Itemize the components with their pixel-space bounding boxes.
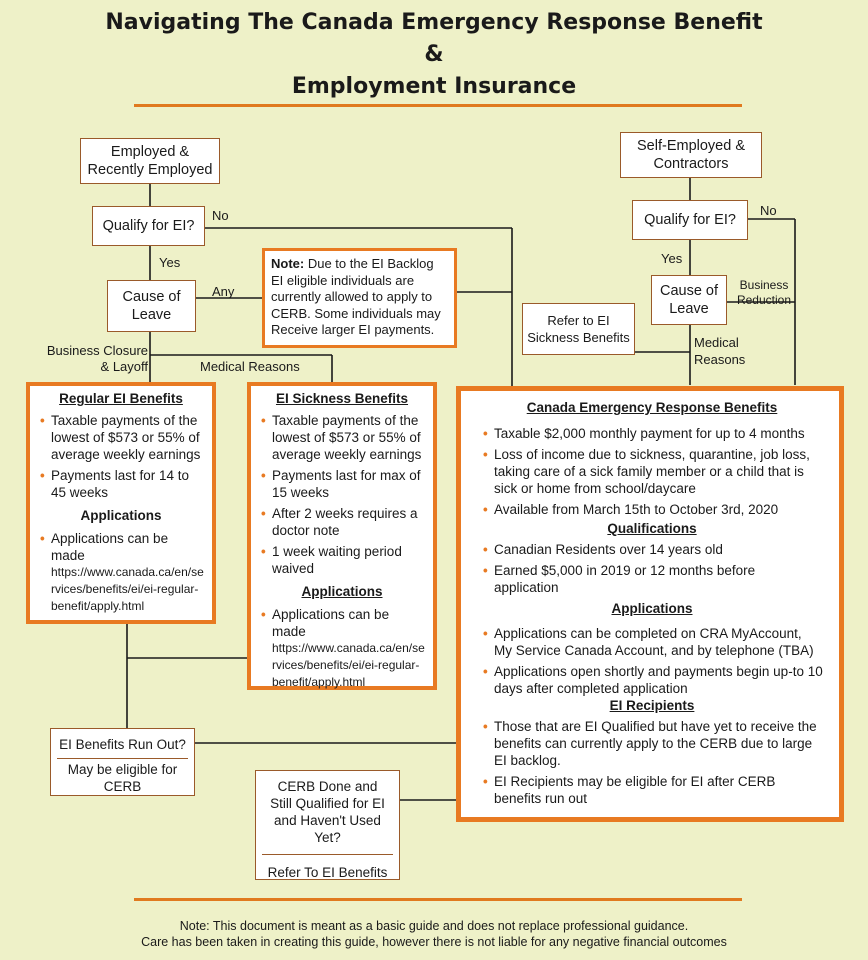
cerb-heading: Canada Emergency Response Benefits	[526, 400, 778, 415]
regular-ei-heading: Regular EI Benefits	[59, 391, 183, 406]
list-item: • Canadian Residents over 14 years old	[481, 541, 823, 558]
footer-line-1: Note: This document is meant as a basic guide and does not replace professional guidance.	[179, 919, 689, 933]
sickness-ei-heading: EI Sickness Benefits	[275, 391, 409, 406]
list-item: • Earned $5,000 in 2019 or 12 months before application	[481, 562, 823, 596]
list-item: • Applications can be completed on CRA MyAccount, My Service Canada Account, and by telephone (TBA)	[481, 625, 823, 659]
sickness-ei-url[interactable]: https://www.canada.ca/en/services/benefits/ei/ei-regular-benefit/apply.html	[272, 641, 425, 689]
list-item: • Loss of income due to sickness, quarantine, job loss, taking care of a sick family member or a child that is sick or home from school/daycare	[481, 446, 823, 497]
refer-sickness-box: Refer to EI Sickness Benefits	[522, 303, 635, 355]
no-label-right: No	[760, 203, 777, 218]
cerb-qual-heading: Qualifications	[607, 521, 697, 536]
list-item: • Those that are EI Qualified but have yet to receive the benefits can currently apply to the CERB due to large EI backlog.	[481, 718, 823, 769]
page-subtitle: Employment Insurance	[291, 74, 577, 99]
note-box	[262, 248, 457, 348]
sickness-ei-apps-text: Applications can be made	[272, 607, 390, 639]
cerb-recip-bullets	[481, 718, 823, 807]
run-out-box	[50, 728, 195, 796]
note-text: Due to the EI Backlog EI eligible individuals are currently allowed to apply to CERB. Some individuals may Receive larger EI payments.	[271, 256, 441, 337]
regular-ei-apps-heading: Applications	[80, 508, 162, 523]
cerb-box	[456, 386, 844, 822]
qualify-ei-right: Qualify for EI?	[632, 200, 748, 240]
cerb-bullets	[481, 425, 823, 518]
cerb-qual-bullets	[481, 541, 823, 596]
business-reduction-label: Business Reduction	[736, 278, 792, 307]
qualify-ei-left: Qualify for EI?	[92, 206, 205, 246]
run-out-answer: May be eligible for CERB	[67, 762, 178, 794]
any-label: Any	[212, 284, 235, 299]
sickness-ei-box	[247, 382, 437, 690]
cerb-done-box	[255, 770, 400, 880]
list-item: • Payments last for max of 15 weeks	[259, 467, 425, 501]
list-item: • Available from March 15th to October 3rd, 2020	[481, 501, 823, 518]
list-item: • 1 week waiting period waived	[259, 543, 425, 577]
list-item: • EI Recipients may be eligible for EI after CERB benefits run out	[481, 773, 823, 807]
run-out-question: EI Benefits Run Out?	[57, 729, 188, 759]
medical-reasons-label-right: Medical Reasons	[694, 335, 746, 367]
list-item	[38, 530, 204, 615]
cerb-recip-heading: EI Recipients	[609, 698, 695, 713]
cerb-apps-heading: Applications	[611, 601, 693, 616]
note-bold: Note:	[271, 256, 305, 271]
self-employed-box: Self-Employed & Contractors	[620, 132, 762, 178]
list-item	[259, 606, 425, 691]
regular-ei-apps-text: Applications can be made	[51, 531, 169, 563]
sickness-ei-apps-heading: Applications	[301, 584, 383, 599]
cerb-done-answer: Refer To EI Benefits	[267, 865, 388, 880]
yes-label-right: Yes	[661, 251, 683, 266]
regular-ei-bullets	[38, 412, 204, 501]
regular-ei-box	[26, 382, 216, 624]
cause-of-leave-right: Cause of Leave	[651, 275, 727, 325]
title-ampersand: &	[424, 42, 444, 67]
no-label-left: No	[212, 208, 229, 223]
list-item: • After 2 weeks requires a doctor note	[259, 505, 425, 539]
page-title: Navigating The Canada Emergency Response Benefit	[105, 10, 763, 35]
employed-box: Employed & Recently Employed	[80, 138, 220, 184]
medical-reasons-label-left: Medical Reasons	[200, 359, 300, 374]
regular-ei-url[interactable]: https://www.canada.ca/en/services/benefits/ei/ei-regular-benefit/apply.html	[51, 565, 204, 613]
list-item: • Taxable payments of the lowest of $573 or 55% of average weekly earnings	[259, 412, 425, 463]
list-item: • Payments last for 14 to 45 weeks	[38, 467, 204, 501]
list-item: • Applications open shortly and payments begin up-to 10 days after completed application	[481, 663, 823, 697]
cerb-apps-bullets	[481, 625, 823, 697]
list-item: • Taxable payments of the lowest of $573 or 55% of average weekly earnings	[38, 412, 204, 463]
business-closure-label: Business Closure & Layoff	[46, 343, 148, 374]
footer-line-2: Care has been taken in creating this guide, however there is not liable for any negative financial outcomes	[141, 935, 727, 949]
yes-label-left: Yes	[159, 255, 181, 270]
sickness-ei-bullets	[259, 412, 425, 577]
footer-divider	[134, 898, 742, 901]
cerb-done-question: CERB Done and Still Qualified for EI and Haven't Used Yet?	[262, 771, 393, 855]
list-item: • Taxable $2,000 monthly payment for up to 4 months	[481, 425, 823, 442]
cause-of-leave-left: Cause of Leave	[107, 280, 196, 332]
